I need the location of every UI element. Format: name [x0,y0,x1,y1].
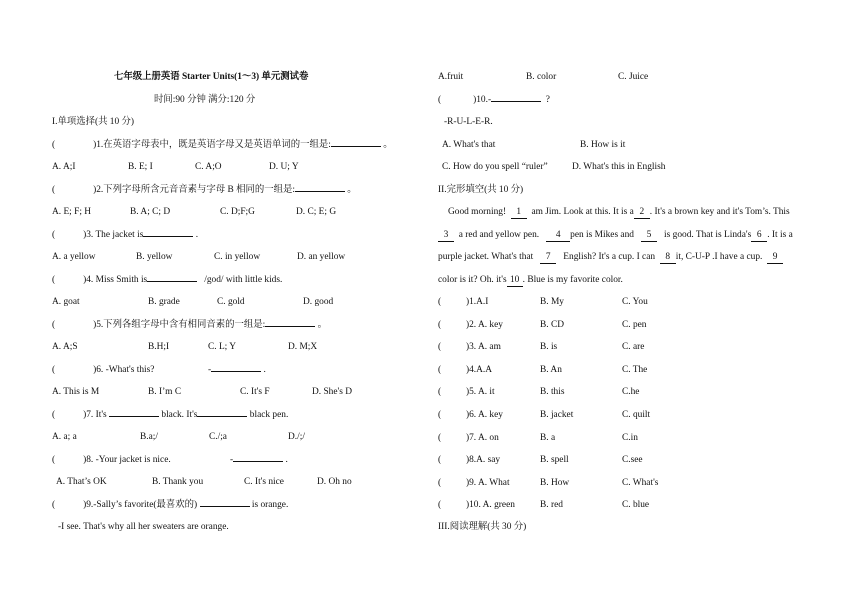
answer-blank[interactable] [197,416,247,417]
cloze-option-b: B. jacket [540,410,574,420]
cloze-option-b: B. How [540,478,570,488]
cloze-option-c: C. are [622,342,645,352]
answer-blank[interactable] [265,326,315,327]
cloze-option-b: B. this [540,387,565,397]
cloze-option-a: )5. A. it [466,387,495,397]
answer-blank[interactable] [491,101,541,102]
cloze-blank: 3 [438,230,454,242]
section3-heading: III.阅读理解(共 30 分) [438,522,527,532]
exam-page: 七年级上册英语 Starter Units(1～3) 单元测试卷 时间:90 分钟 满分:120 分 I.单项选择(共 10 分) ( )1.在英语字母表中，既是英语字母又是英语单词的一组是: 。 A. A;I B. E; I C. A;O D. U; Y ( )2.下列字母所含元音音素与字母 B 相同的一组是: 。 A. E; F; H B. A; C; D C. D;F;G D. C; E; G ( )3. The jacket is . A. a yellow B. yellow C. in yellow D. an yellow ( )4. Miss Smith is /god/ with little kids. A. goat B. grade C. gold D. good ( )5.下列各组字母中含有相同音素的一组是: 。 A. A;S B.H;I C. L; Y D. M;X ( )6. -What's this? - . A. This is M B. I’m C C. It's F D. She's D ( )7. It's black. It's black pen. A. a; a B.a;/ C./;a D./;/ ( )8. -Your jacket is nice. - . A. That’s OK B. Thank you C. It's nice D. Oh no ( )9.-Sally’s favorite(最喜欢的) is orange. -I see. That's why all her sweaters are orange. A.fruit B. color C. Juice ( )10.- ? -R-U-L-E-R. A. What's that B. How is it C. How do you spell “ruler” D. What's this in English II.完形填空(共 10 分) Good morning! 1 am Jim. Look at this. It is a 2 . It's a brown key and it's Tom’s. This 3 a red and yellow pen. 4 pen is Mikes and 5 is good. That is Linda's 6 . It is a purple jacket. What's that 7 English? It's a cup. I can 8 it, C-U-P .I have a cup. 9 color is it? Oh. it's 10 . Blue is my favorite color. ( )1.A.I B. My C. You ( )2. A. key B. CD C. pen ( )3. A. am B. is C. are ( )4.A.A B. An C. The ( )5. A. it B. this C.he ( )6. A. key B. jacket C. quilt ( )7. A. on B. a C.in ( )8.A. say B. spell C.see ( )9. A. What B. How C. What's ( )10. A. green B. red C. blue III.阅读理解(共 30 分) [52,72,793,532]
exam-time-score: 时间:90 分钟 满分:120 分 [154,95,256,105]
cloze-option-b: B. red [540,500,563,510]
question-2: ( )2.下列字母所含元音音素与字母 B 相同的一组是: 。 [52,185,357,195]
question-9-reply: -I see. That's why all her sweaters are orange. [58,522,229,532]
cloze-blank: 6 [751,230,767,242]
answer-blank[interactable] [233,461,283,462]
question-8: ( )8. -Your jacket is nice. - . [52,455,288,465]
cloze-option-a: )4.A.A [466,365,493,375]
cloze-blank: 8 [660,252,676,264]
cloze-blank: 4 [546,230,570,242]
exam-title: 七年级上册英语 Starter Units(1～3) 单元测试卷 [114,72,309,82]
cloze-option-c: C.in [622,433,638,443]
answer-blank[interactable] [200,506,250,507]
cloze-option-b: B. a [540,433,556,443]
cloze-option-a: )2. A. key [466,320,503,330]
cloze-option-b: B. is [540,342,558,352]
cloze-option-c: C. blue [622,500,650,510]
section2-heading: II.完形填空(共 10 分) [438,185,524,195]
cloze-option-b: B. My [540,297,564,307]
question-6: ( )6. -What's this? - . [52,365,266,375]
cloze-option-a: )10. A. green [466,500,515,510]
cloze-option-a: )7. A. on [466,433,499,443]
passage-line-2: 3 a red and yellow pen. 4 pen is Mikes and 5 is good. That is Linda's 6 . It is a [438,229,793,242]
passage-line-1: Good morning! 1 am Jim. Look at this. It is a 2 . It's a brown key and it's Tom’s. This [448,207,790,217]
question-10: ( )10.- ? [438,95,550,105]
answer-blank[interactable] [147,281,197,282]
cloze-option-a: )9. A. What [466,478,510,488]
cloze-option-c: C. What's [622,478,659,488]
cloze-option-c: C. pen [622,320,647,330]
cloze-blank: 2 [634,207,650,219]
passage-line-4: color is it? Oh. it's 10 . Blue is my favorite color. [438,275,623,285]
cloze-blank: 10 [507,275,523,287]
answer-blank[interactable] [211,371,261,372]
paren: ( [52,140,56,150]
answer-blank[interactable] [143,236,193,237]
answer-blank[interactable] [331,146,381,147]
cloze-option-c: C.he [622,387,640,397]
cloze-option-b: B. CD [540,320,564,330]
cloze-blank: 1 [511,207,527,219]
cloze-option-b: B. spell [540,455,569,465]
question-9: ( )9.-Sally’s favorite(最喜欢的) is orange. [52,500,289,510]
question-10-reply: -R-U-L-E-R. [444,117,493,127]
question-4: ( )4. Miss Smith is /god/ with little kids. [52,275,283,285]
question-7: ( )7. It's black. It's black pen. [52,410,289,420]
question-3: ( )3. The jacket is . [52,230,199,240]
answer-blank[interactable] [109,416,159,417]
cloze-blank: 7 [540,252,556,264]
cloze-option-c: C. quilt [622,410,651,420]
passage-line-3: purple jacket. What's that 7 English? It's a cup. I can 8 it, C-U-P .I have a cup. 9 [438,251,783,264]
cloze-option-b: B. An [540,365,562,375]
cloze-option-a: )8.A. say [466,455,501,465]
cloze-blank: 5 [641,230,657,242]
cloze-option-c: C. You [622,297,648,307]
cloze-blank: 9 [767,252,783,264]
cloze-option-c: C. The [622,365,648,375]
question-1: ( )1.在英语字母表中，既是英语字母又是英语单词的一组是: 。 [52,140,393,150]
cloze-option-a: )3. A. am [466,342,501,352]
section1-heading: I.单项选择(共 10 分) [52,117,135,127]
cloze-option-a: )1.A.I [466,297,489,307]
cloze-option-c: C.see [622,455,643,465]
answer-blank[interactable] [295,191,345,192]
cloze-option-a: )6. A. key [466,410,503,420]
question-5: ( )5.下列各组字母中含有相同音素的一组是: 。 [52,320,327,330]
